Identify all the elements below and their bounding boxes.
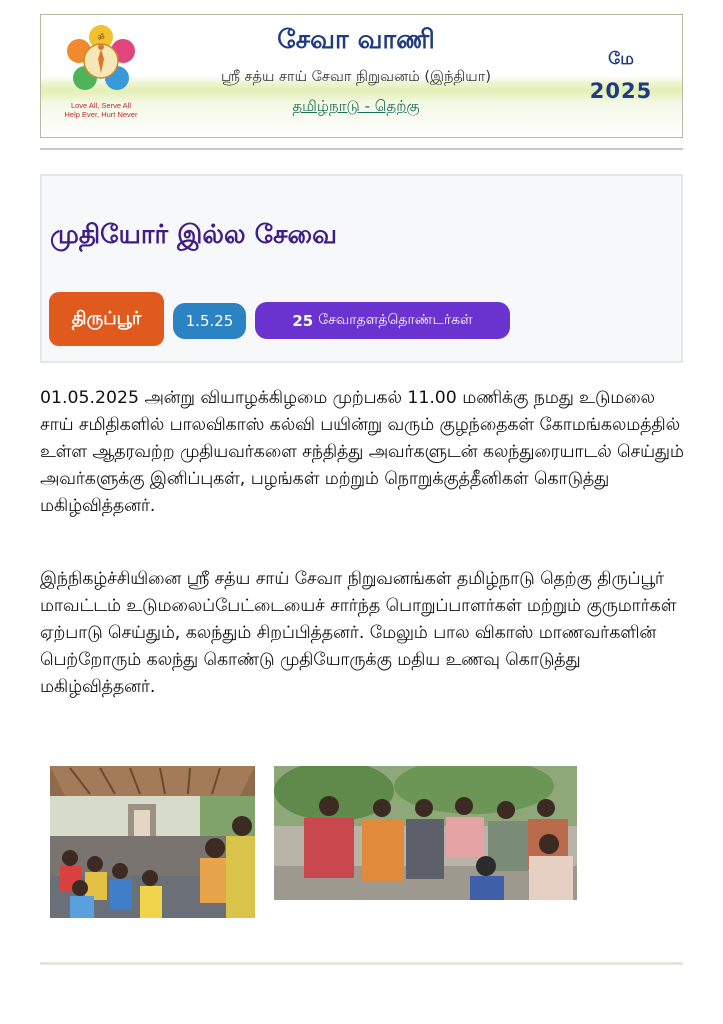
logo-tagline-line-1: Love All, Serve All bbox=[70, 101, 132, 110]
logo-tagline-line-2: Help Ever, Hurt Never bbox=[64, 110, 138, 119]
volunteer-count-tag bbox=[255, 302, 510, 339]
newsletter-title: சேவா வாணி bbox=[277, 25, 435, 55]
volunteer-count: 25 bbox=[292, 311, 314, 330]
place-tag: திருப்பூர் bbox=[49, 292, 164, 346]
issue-month: மே bbox=[608, 49, 634, 69]
article-paragraph-2: இந்நிகழ்ச்சியினை ஸ்ரீ சத்ய சாய் சேவா நிறுவனங்கள் தமிழ்நாடு தெற்கு திருப்பூர் மாவட்டம் உடுமலைப்பேட்டையைச் சார்ந்த பொறுப்பாளர்கள் மற்றும் குருமார்கள் ஏற்பாடு செய்தும், கலந்தும் சிறப்பித்தனர். மேலும் பால விகாஸ் மாணவர்களின் பெற்றோரும் கலந்து கொண்டு முதியோருக்கு மதிய உணவு கொடுத்து மகிழ்வித்தனர். bbox=[40, 569, 677, 697]
article-header-card bbox=[40, 174, 683, 363]
footer-divider bbox=[40, 962, 683, 965]
newsletter-header bbox=[40, 14, 683, 138]
issue-year: 2025 bbox=[589, 79, 653, 103]
article-title: முதியோர் இல்ல சேவை bbox=[50, 220, 337, 250]
region-link[interactable]: தமிழ்நாடு - தெற்கு bbox=[292, 97, 420, 115]
article-paragraph-1: 01.05.2025 அன்று வியாழக்கிழமை முற்பகல் 11.00 மணிக்கு நமது உடுமலை சாய் சமிதிகளில் பாலவிகாஸ் கல்வி பயின்று வரும் குழந்தைகள் கோமங்கலமத்தில் உள்ள ஆதரவற்ற முதியவர்களை சந்தித்து அவர்களுடன் கலந்துரையாடல் செய்தும் அவர்களுக்கு இனிப்புகள், பழங்கள் மற்றும் நொறுக்குத்தீனிகள் கொடுத்து மகிழ்வித்தனர். bbox=[40, 388, 684, 516]
date-tag: 1.5.25 bbox=[173, 303, 246, 339]
organization-name: ஸ்ரீ சத்ய சாய் சேவா நிறுவனம் (இந்தியா) bbox=[221, 69, 491, 85]
sarva-dharma-lotus-icon bbox=[63, 23, 139, 99]
header-divider bbox=[40, 148, 683, 150]
svg-text:ॐ: ॐ bbox=[97, 33, 105, 42]
volunteer-label: சேவாதளத்தொண்டர்கள் bbox=[318, 311, 473, 328]
logo-tagline bbox=[55, 101, 147, 119]
photo-elders-seated-outdoors bbox=[274, 766, 577, 900]
photo-children-under-shelter bbox=[50, 766, 255, 918]
